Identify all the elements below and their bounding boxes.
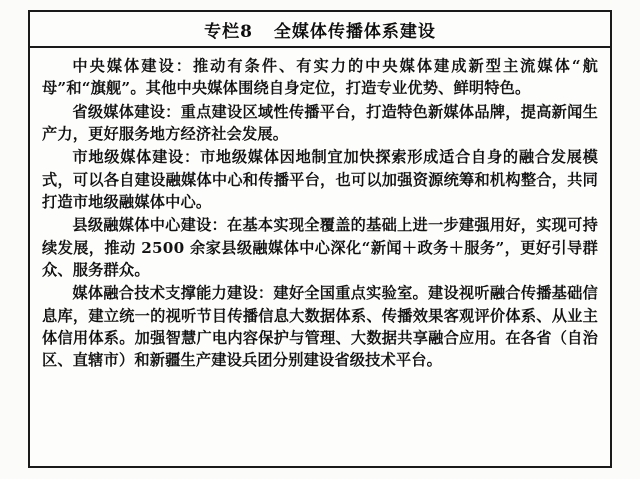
box-number: 8 [240, 21, 252, 42]
callout-title-bar [30, 12, 610, 48]
paragraph-central-media: 中央媒体建设：推动有条件、有实力的中央媒体建成新型主流媒体“航母”和“旗舰”。其他中央媒体围绕自身定位，打造专业优势、鲜明特色。 [42, 57, 598, 98]
box-label: 专栏 [204, 21, 241, 42]
paragraph-tech-support: 媒体融合技术支撑能力建设：建好全国重点实验室。建设视听融合传播基础信息库，建立统一的视听节目传播信息大数据体系、传播效果客观评价体系、从业主体信用体系。加强智慧广电内容保护与管理、大数据共享融合应用。在各省（自治区、直辖市）和新疆生产建设兵团分别建设省级技术平台。 [42, 284, 598, 370]
paragraph-county-media-center: 县级融媒体中心建设：在基本实现全覆盖的基础上进一步建强用好，实现可持续发展，推动 2500 余家县级融媒体中心深化“新闻＋政务＋服务”，更好引导群众、服务群众。 [42, 216, 598, 280]
page-title [204, 17, 436, 42]
callout-body [30, 48, 610, 372]
paragraph-provincial-media: 省级媒体建设：重点建设区域性传播平台，打造特色新媒体品牌，提高新闻生产力，更好服务地方经济社会发展。 [42, 102, 598, 144]
callout-box [28, 10, 612, 468]
paragraph-municipal-media: 市地级媒体建设：市地级媒体因地制宜加快探索形成适合自身的融合发展模式，可以各自建设融媒体中心和传播平台，也可以加强资源统筹和机构整合，共同打造市地级融媒体中心。 [42, 148, 598, 212]
box-title: 全媒体传播体系建设 [273, 21, 436, 42]
